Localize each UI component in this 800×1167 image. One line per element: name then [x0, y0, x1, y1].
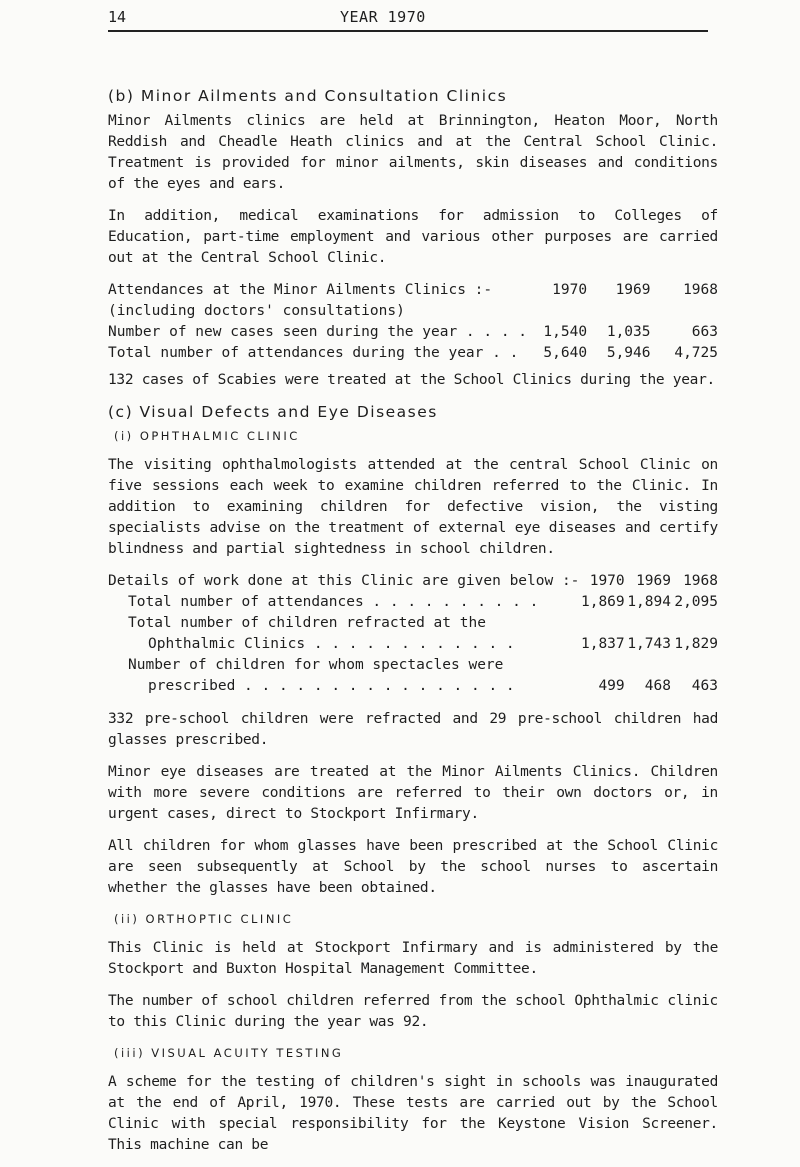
cell-value: 1,837 [580, 636, 625, 652]
cell-value: 5,640 [543, 345, 588, 361]
section-b-paragraph-2: In addition, medical examinations for admission to Colleges of Education, part-time employment and various other purposes are carried out at the Central School Clinic. [108, 208, 718, 266]
row-label: Ophthalmic Clinics . . . . . . . . . . . . [148, 636, 515, 652]
page-body [108, 86, 718, 1167]
ophthalmic-clinic-table [108, 571, 718, 697]
row-label: Number of children for whom spectacles were [128, 657, 504, 673]
table-row [108, 613, 718, 634]
subsection-ophthalmic-clinic: (i) OPHTHALMIC CLINIC [114, 429, 300, 443]
cell-value: 1,035 [606, 324, 651, 340]
row-label: Number of new cases seen during the year . . . . [108, 324, 528, 340]
header-rule [108, 30, 708, 32]
year-header: 1968 [683, 573, 718, 589]
cell-value: 1,829 [674, 636, 718, 652]
section-c-paragraph-5: This Clinic is held at Stockport Infirmary and is administered by the Stockport and Buxton Hospital Management Committee. [108, 940, 718, 977]
cell-value: 499 [598, 678, 625, 694]
section-c-paragraph-7: A scheme for the testing of children's sight in schools was inaugurated at the end of April, 1970. These tests are carried out by the School Clinic with special responsibility for the Keystone Vision Screener. This machine can be [108, 1074, 718, 1153]
cell-value: 468 [644, 678, 671, 694]
page-header [0, 8, 800, 30]
table-header-row [108, 280, 718, 301]
row-label: Total number of attendances . . . . . . . . . . [128, 594, 539, 610]
table-row [108, 322, 718, 343]
table-row [108, 592, 718, 613]
table-row [108, 676, 718, 697]
year-header: 1968 [683, 282, 718, 298]
table-row [108, 655, 718, 676]
cell-value: 663 [691, 324, 718, 340]
section-c-paragraph-4: All children for whom glasses have been prescribed at the School Clinic are seen subsequently at School by the school nurses to ascertain whether the glasses have been obtained. [108, 838, 718, 896]
cell-value: 5,946 [606, 345, 651, 361]
year-header: 1969 [636, 573, 671, 589]
section-b-paragraph-3: 132 cases of Scabies were treated at the School Clinics during the year. [108, 372, 715, 388]
section-c-paragraph-3: Minor eye diseases are treated at the Minor Ailments Clinics. Children with more severe conditions are referred to their own doctors or, in urgent cases, direct to Stockport Infirmary. [108, 764, 718, 822]
table-subtitle: (including doctors' consultations) [108, 303, 405, 319]
section-c-paragraph-2: 332 pre-school children were refracted and 29 pre-school children had glasses prescribed. [108, 711, 718, 748]
cell-value: 1,743 [627, 636, 671, 652]
table-header-row [108, 571, 718, 592]
cell-value: 1,869 [580, 594, 625, 610]
year-header: 1969 [615, 282, 651, 298]
running-title: YEAR 1970 [340, 8, 426, 26]
section-c-heading: (c) Visual Defects and Eye Diseases [108, 403, 438, 421]
table-row [108, 634, 718, 655]
cell-value: 463 [691, 678, 718, 694]
minor-ailments-attendance-table [108, 280, 718, 364]
table-subtitle-row [108, 301, 718, 322]
section-b-paragraph-1: Minor Ailments clinics are held at Brinnington, Heaton Moor, North Reddish and Cheadle Heath clinics and at the Central School Clinic. Treatment is provided for minor ailments, skin diseases and conditions of the eyes and ears. [108, 113, 718, 192]
year-header: 1970 [589, 573, 625, 589]
year-header: 1970 [552, 282, 588, 298]
row-label: prescribed . . . . . . . . . . . . . . . . [148, 678, 515, 694]
table-row [108, 343, 718, 364]
table-title: Details of work done at this Clinic are given below :- [108, 573, 580, 589]
cell-value: 4,725 [674, 345, 718, 361]
section-c-paragraph-6: The number of school children referred from the school Ophthalmic clinic to this Clinic during the year was 92. [108, 993, 718, 1030]
section-b-heading: (b) Minor Ailments and Consultation Clinics [108, 87, 508, 105]
cell-value: 2,095 [674, 594, 718, 610]
section-c-paragraph-1: The visiting ophthalmologists attended at the central School Clinic on five sessions each week to examine children referred to the Clinic. In addition to examining children for defective vision, the visting specialists advise on the treatment of external eye diseases and certify blindness and partial sightedness in school children. [108, 457, 718, 557]
row-label: Total number of attendances during the year . . [108, 345, 519, 361]
subsection-orthoptic-clinic: (ii) ORTHOPTIC CLINIC [114, 912, 294, 926]
cell-value: 1,894 [627, 594, 671, 610]
subsection-visual-acuity-testing: (iii) VISUAL ACUITY TESTING [114, 1046, 344, 1060]
table-title: Attendances at the Minor Ailments Clinics :- [108, 282, 493, 298]
cell-value: 1,540 [543, 324, 588, 340]
page-number: 14 [108, 8, 127, 26]
row-label: Total number of children refracted at the [128, 615, 486, 631]
